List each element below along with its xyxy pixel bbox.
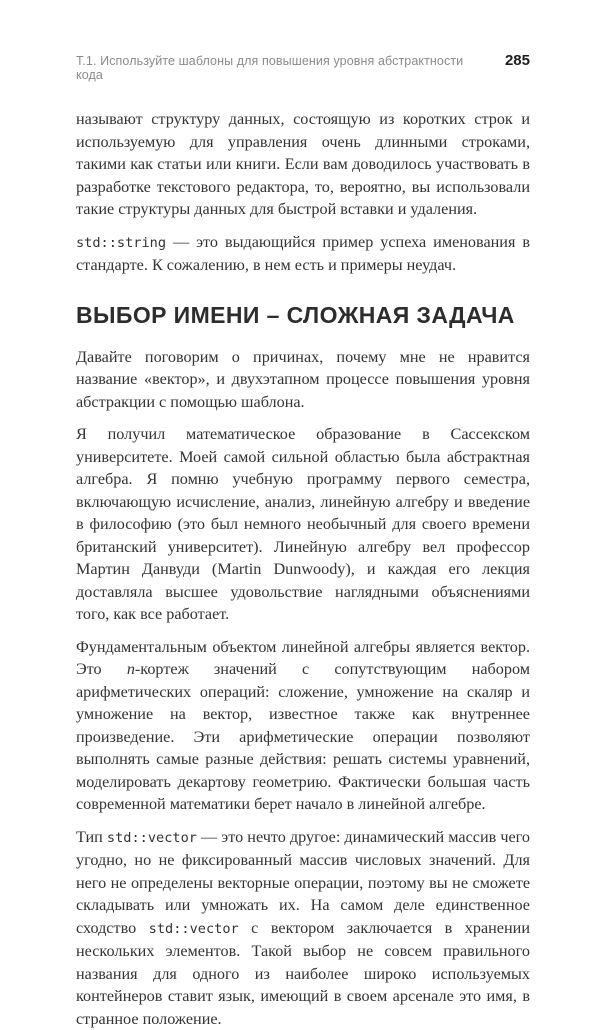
paragraph <box>76 346 530 414</box>
inline-code: std::string <box>76 235 166 251</box>
text-run: с вектором заключается в хранении нескольких элементов. Такой выбор не совсем правильного названия для одного из наиболее широко используемых контейнеров ставит язык, имеющий в своем арсенале это имя, в странное положение. <box>76 919 530 1028</box>
page-number: 285 <box>505 52 530 69</box>
text-run: -кортеж значений с сопутствующим набором арифметических операций: сложение, умножение на скаляр и умножение на вектор, известное также как внутреннее произведение. Эти арифметические операции позволяют выполнять самые разные действия: решать системы уравнений, моделировать декартову геометрию. Фактически большая часть современной математики берет начало в линейной алгебре. <box>76 660 530 813</box>
paragraph <box>76 423 530 626</box>
inline-code: std::vector <box>107 830 197 846</box>
paragraph <box>76 826 530 1030</box>
text-run: Давайте поговорим о причинах, почему мне не нравится название «вектор», и двухэтапном процессе повышения уровня абстракции с помощью шаблона. <box>76 348 530 411</box>
text-run: — это выдающийся пример успеха именования в стандарте. К сожалению, в нем есть и примеры неудач. <box>76 233 530 275</box>
section-heading: ВЫБОР ИМЕНИ – СЛОЖНАЯ ЗАДАЧА <box>76 302 530 329</box>
italic-text: n <box>127 660 135 678</box>
text-run: Тип <box>76 828 107 846</box>
paragraph <box>76 108 530 221</box>
text-run: — это нечто другое: динамический массив чего угодно, но не фиксированный массив числовых значений. Для него не определены векторные операции, поэтому вы не сможете складывать или умножать их. На самом деле единственное сходство <box>76 828 530 937</box>
paragraph <box>76 636 530 816</box>
page-header <box>76 52 530 82</box>
running-title: Т.1. Используйте шаблоны для повышения уровня абстрактности кода <box>76 54 477 82</box>
text-run: Фундаментальным объектом линейной алгебры является вектор. Это <box>76 638 530 679</box>
text-run: Я получил математическое образование в Сассекском университете. Моей самой сильной областью была абстрактная алгебра. Я помню учебную программу первого семестра, включающую исчисление, анализ, линейную алгебру и введение в философию (это был немного необычный для своего времени британский университет). Линейную алгебру вел профессор Мартин Данвуди (Martin Dunwoody), и каждая его лекция доставляла высшее удовольствие наглядными объяснениями того, как все работает. <box>76 425 530 623</box>
text-run: называют структуру данных, состоящую из коротких строк и используемую для управления очень длинными строками, такими как статьи или книги. Если вам доводилось участвовать в разработке текстового редактора, то, вероятно, вы использовали такие структуры данных для быстрой вставки и удаления. <box>76 110 530 218</box>
paragraph <box>76 231 530 277</box>
inline-code: std::vector <box>149 921 239 937</box>
page-body <box>76 108 530 1030</box>
